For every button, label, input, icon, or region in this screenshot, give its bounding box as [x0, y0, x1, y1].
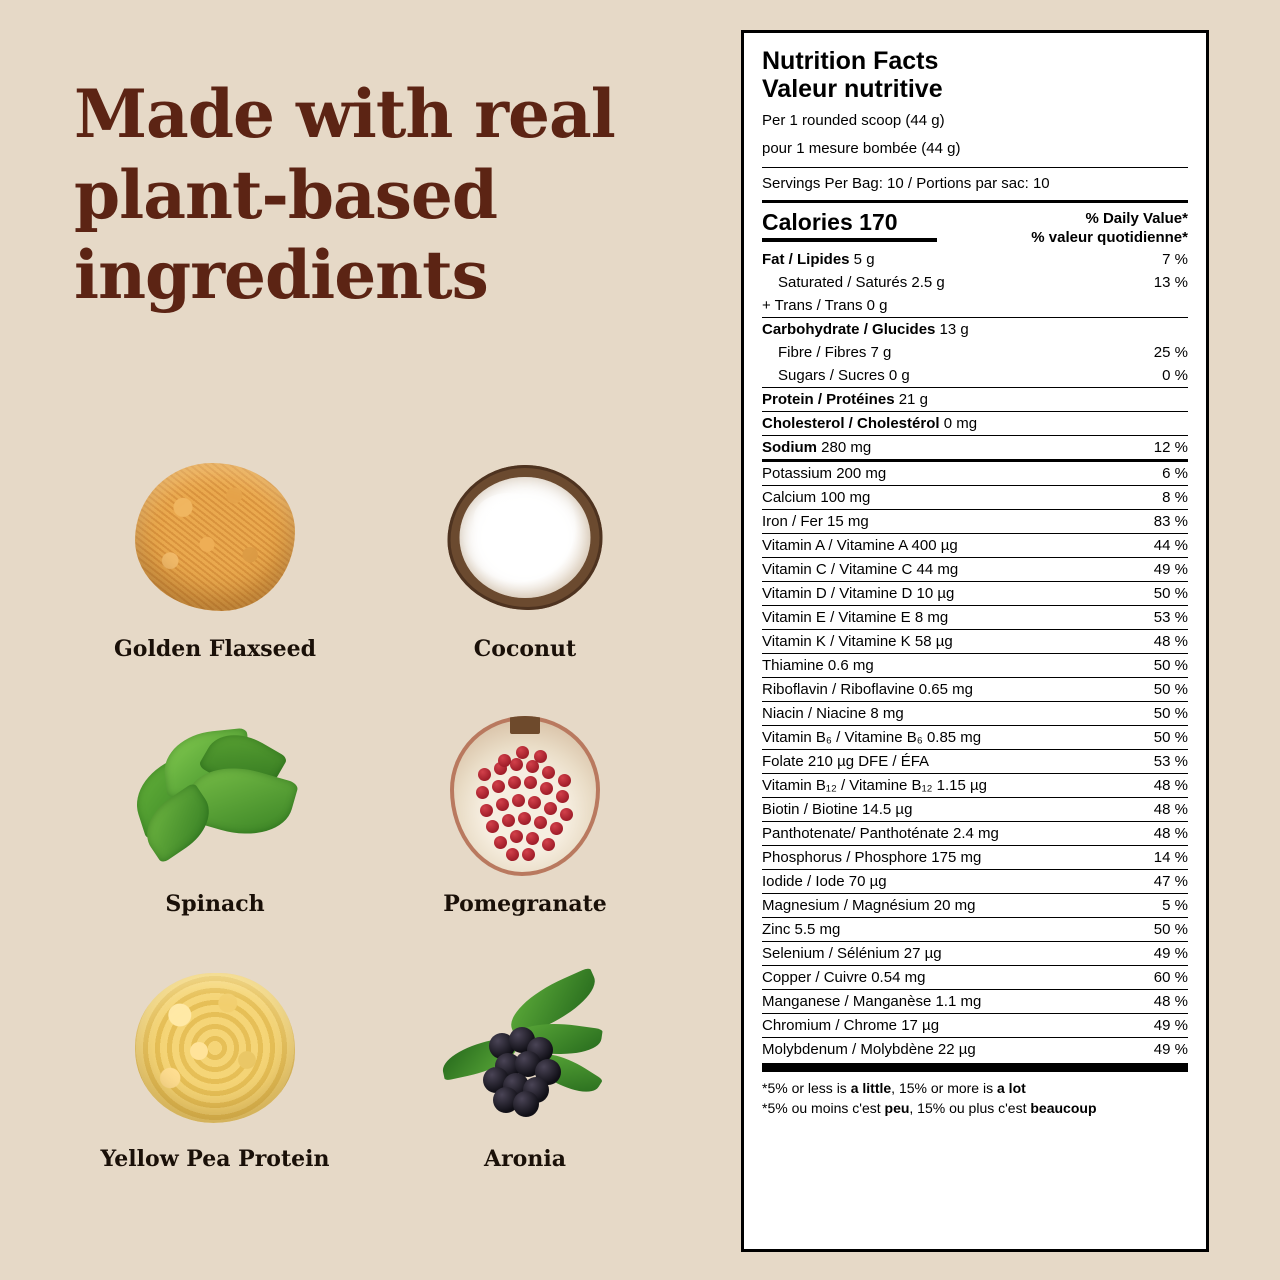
pomegranate-seed: [502, 814, 515, 827]
nutrient-daily-value: 14 %: [1134, 845, 1188, 869]
nutrient-amount: 8 mg: [866, 704, 904, 722]
pomegranate-seed: [480, 804, 493, 817]
nutrient-daily-value: 6 %: [1134, 460, 1188, 485]
nutrient-name: Zinc 5.5 mg: [762, 917, 1134, 941]
pomegranate-seed: [478, 768, 491, 781]
servings-per-bag: Servings Per Bag: 10 / Portions par sac: 10: [762, 174, 1050, 192]
nutrient-amount: 0 g: [862, 296, 888, 314]
nutrient-daily-value: 44 %: [1134, 533, 1188, 557]
ingredient-grid: [60, 455, 680, 1220]
pomegranate-seed: [550, 822, 563, 835]
nutrient-amount: 70 µg: [844, 872, 887, 890]
nutrient-daily-value: 53 %: [1134, 749, 1188, 773]
nutrient-name: + Trans / Trans 0 g: [762, 296, 888, 314]
nutrient-name: Fat / Lipides 5 g: [762, 250, 875, 268]
nutrient-amount: 10 µg: [912, 584, 955, 602]
nutrient-name: Panthotenate/ Panthoténate 2.4 mg: [762, 821, 1134, 845]
nutrient-row: [762, 653, 1188, 677]
nutrient-name: Vitamin A / Vitamine A 400 µg: [762, 533, 1134, 557]
footnote-fr: [762, 1098, 1188, 1118]
pomegranate-seed: [516, 746, 529, 759]
nutrient-daily-value: 50 %: [1134, 581, 1188, 605]
nutrient-amount: 7 g: [866, 343, 892, 361]
pomegranate-seed: [498, 754, 511, 767]
nutrient-daily-value: 47 %: [1134, 869, 1188, 893]
nutrient-daily-value: [1134, 387, 1188, 411]
aronia-icon: [430, 965, 620, 1140]
nutrient-daily-value: [1134, 411, 1188, 435]
nutrient-name: Magnesium / Magnésium 20 mg: [762, 893, 1134, 917]
pomegranate-seed: [476, 786, 489, 799]
nutrient-name: Sodium 280 mg: [762, 435, 1134, 460]
pomegranate-seed: [522, 848, 535, 861]
pomegranate-seed: [534, 750, 547, 763]
nutrient-amount: 0.6 mg: [823, 656, 874, 674]
nutrition-title-fr: Valeur nutritive: [762, 75, 943, 103]
nutrient-row: [762, 797, 1188, 821]
nutrient-daily-value: 48 %: [1134, 821, 1188, 845]
pomegranate-seed: [528, 796, 541, 809]
footnote-fr-part1: *5% ou moins c'est: [762, 1099, 885, 1116]
nutrient-name: Manganese / Manganèse 1.1 mg: [762, 989, 1134, 1013]
nutrient-name: Calcium 100 mg: [762, 485, 1134, 509]
pomegranate-seed: [540, 782, 553, 795]
nutrient-daily-value: 13 %: [1153, 273, 1188, 291]
nutrient-daily-value: 50 %: [1134, 701, 1188, 725]
nutrient-row: [762, 271, 1188, 294]
nutrient-amount: 210 µg DFE / ÉFA: [803, 752, 930, 770]
pomegranate-icon: [430, 710, 620, 885]
nutrient-row: [762, 605, 1188, 629]
nutrition-facts-panel: [741, 30, 1209, 1252]
daily-value-header-fr: % valeur quotidienne*: [1031, 229, 1188, 246]
nutrient-amount: 20 mg: [929, 896, 976, 914]
yellow-pea-icon: [120, 965, 310, 1140]
nutrient-row: [762, 917, 1188, 941]
nutrient-daily-value: 50 %: [1134, 917, 1188, 941]
nutrient-row: [762, 533, 1188, 557]
nutrient-row: [762, 869, 1188, 893]
nutrient-amount: 13 g: [935, 320, 969, 338]
nutrient-row: [762, 773, 1188, 797]
nutrient-amount: 400 µg: [907, 536, 958, 554]
nutrient-daily-value: 48 %: [1134, 773, 1188, 797]
nutrient-name: Saturated / Saturés 2.5 g: [778, 273, 945, 291]
daily-value-header: [1031, 209, 1188, 248]
nutrient-row: [762, 317, 1188, 341]
nutrient-name: Folate 210 µg DFE / ÉFA: [762, 749, 1134, 773]
nutrient-name: Chromium / Chrome 17 µg: [762, 1013, 1134, 1037]
nutrient-row: [762, 435, 1188, 460]
nutrient-name: Vitamin D / Vitamine D 10 µg: [762, 581, 1134, 605]
pomegranate-seed: [486, 820, 499, 833]
nutrient-name: Phosphorus / Phosphore 175 mg: [762, 845, 1134, 869]
calories-value: Calories 170: [762, 208, 898, 235]
pomegranate-seed: [510, 758, 523, 771]
serving-size-en: Per 1 rounded scoop (44 g): [762, 112, 945, 129]
nutrient-name: Vitamin B₁₂ / Vitamine B₁₂ 1.15 µg: [762, 773, 1134, 797]
nutrient-daily-value: [1134, 294, 1188, 318]
nutrient-name: Niacin / Niacine 8 mg: [762, 701, 1134, 725]
nutrient-name: Fibre / Fibres 7 g: [778, 343, 892, 361]
nutrient-row: [762, 485, 1188, 509]
nutrient-row: [762, 341, 1188, 364]
serving-size-fr: pour 1 mesure bombée (44 g): [762, 140, 961, 158]
nutrient-daily-value: 50 %: [1134, 725, 1188, 749]
pomegranate-seed: [560, 808, 573, 821]
nutrient-amount: 0.65 mg: [914, 680, 973, 698]
nutrient-amount: 0.85 mg: [922, 728, 982, 746]
nutrient-name: Vitamin E / Vitamine E 8 mg: [762, 605, 1134, 629]
pomegranate-seed: [556, 790, 569, 803]
pomegranate-seed: [518, 812, 531, 825]
nutrient-amount: 0 g: [884, 366, 910, 384]
divider: [762, 200, 1188, 203]
nutrient-daily-value: 25 %: [1153, 343, 1188, 361]
ingredient-label: Coconut: [473, 636, 577, 662]
nutrient-name: Cholesterol / Cholestérol 0 mg: [762, 411, 1134, 435]
nutrient-amount: 14.5 µg: [857, 800, 913, 818]
divider: [762, 1063, 1188, 1072]
nutrient-name: Thiamine 0.6 mg: [762, 653, 1134, 677]
nutrition-title-en: Nutrition Facts: [762, 47, 939, 75]
nutrient-daily-value: 48 %: [1134, 629, 1188, 653]
nutrient-row: [762, 1037, 1188, 1061]
nutrient-daily-value: 49 %: [1134, 941, 1188, 965]
nutrient-name: Iron / Fer 15 mg: [762, 509, 1134, 533]
calories-row: [762, 209, 1188, 248]
nutrient-amount: 1.15 µg: [932, 776, 987, 794]
ingredient-label: Golden Flaxseed: [114, 636, 316, 662]
nutrient-row: [762, 845, 1188, 869]
headline-line-2: plant-based: [74, 155, 498, 234]
nutrient-daily-value: 48 %: [1134, 989, 1188, 1013]
nutrient-daily-value: 49 %: [1134, 1037, 1188, 1061]
ingredient-item-pomegranate: [370, 710, 680, 965]
nutrient-daily-value: 83 %: [1134, 509, 1188, 533]
nutrient-name: Vitamin K / Vitamine K 58 µg: [762, 629, 1134, 653]
nutrient-row: [762, 749, 1188, 773]
pomegranate-seed: [524, 776, 537, 789]
pomegranate-seed: [512, 794, 525, 807]
ingredient-label: Yellow Pea Protein: [100, 1146, 330, 1172]
nutrient-row: [762, 821, 1188, 845]
pomegranate-seed: [506, 848, 519, 861]
nutrient-name: Riboflavin / Riboflavine 0.65 mg: [762, 677, 1134, 701]
pomegranate-seed: [534, 816, 547, 829]
pomegranate-seed: [492, 780, 505, 793]
nutrient-row: [762, 629, 1188, 653]
nutrient-daily-value: 50 %: [1134, 653, 1188, 677]
nutrient-name: Vitamin C / Vitamine C 44 mg: [762, 557, 1134, 581]
nutrient-name: Copper / Cuivre 0.54 mg: [762, 965, 1134, 989]
ingredient-item-spinach: [60, 710, 370, 965]
nutrient-table: [762, 248, 1188, 1061]
nutrient-amount: 0.54 mg: [867, 968, 926, 986]
nutrient-amount: 58 µg: [910, 632, 953, 650]
nutrient-amount: 1.1 mg: [931, 992, 982, 1010]
nutrient-amount: 22 µg: [933, 1040, 976, 1058]
footnote-en-part1: *5% or less is: [762, 1079, 851, 1096]
nutrient-amount: 280 mg: [817, 438, 872, 456]
nutrient-row: [762, 557, 1188, 581]
nutrient-row: [762, 965, 1188, 989]
footnote-en-bold2: a lot: [997, 1079, 1026, 1096]
pomegranate-seed: [526, 832, 539, 845]
nutrient-name: Vitamin B₆ / Vitamine B₆ 0.85 mg: [762, 725, 1134, 749]
nutrient-amount: 15 mg: [822, 512, 869, 530]
nutrient-row: [762, 294, 1188, 318]
nutrient-row: [762, 581, 1188, 605]
nutrient-daily-value: 49 %: [1134, 557, 1188, 581]
nutrient-daily-value: 53 %: [1134, 605, 1188, 629]
nutrient-row: [762, 677, 1188, 701]
nutrient-daily-value: 0 %: [1162, 366, 1188, 384]
nutrient-amount: 27 µg: [899, 944, 942, 962]
footnote: [762, 1072, 1188, 1119]
nutrient-daily-value: 8 %: [1134, 485, 1188, 509]
footnote-fr-bold2: beaucoup: [1030, 1099, 1097, 1116]
ingredient-label: Spinach: [165, 891, 265, 917]
pomegranate-seed: [494, 836, 507, 849]
nutrient-amount: 17 µg: [897, 1016, 940, 1034]
pomegranate-seed: [496, 798, 509, 811]
nutrient-row: [762, 989, 1188, 1013]
nutrient-daily-value: 49 %: [1134, 1013, 1188, 1037]
nutrient-amount: 5.5 mg: [790, 920, 841, 938]
nutrient-amount: 100 mg: [816, 488, 871, 506]
nutrient-daily-value: 7 %: [1162, 250, 1188, 268]
nutrient-amount: 2.4 mg: [948, 824, 999, 842]
ingredient-item-golden-flaxseed: [60, 455, 370, 710]
nutrient-row: [762, 364, 1188, 388]
ingredient-label: Aronia: [484, 1146, 566, 1172]
aronia-berry: [513, 1091, 539, 1117]
footnote-fr-part2: , 15% ou plus c'est: [909, 1099, 1031, 1116]
nutrient-row: [762, 893, 1188, 917]
nutrient-daily-value: 60 %: [1134, 965, 1188, 989]
nutrient-name: Iodide / Iode 70 µg: [762, 869, 1134, 893]
nutrient-row: [762, 1013, 1188, 1037]
nutrient-name: Selenium / Sélénium 27 µg: [762, 941, 1134, 965]
nutrient-name: Sugars / Sucres 0 g: [778, 366, 910, 384]
nutrient-daily-value: [1134, 317, 1188, 341]
nutrient-name: Molybdenum / Molybdène 22 µg: [762, 1037, 1134, 1061]
nutrient-daily-value: 5 %: [1134, 893, 1188, 917]
footnote-en: [762, 1078, 1188, 1098]
footnote-fr-bold1: peu: [884, 1099, 910, 1116]
footnote-en-bold1: a little: [850, 1079, 892, 1096]
pomegranate-seed: [542, 838, 555, 851]
nutrient-amount: 200 mg: [832, 464, 887, 482]
footnote-en-part2: , 15% or more is: [891, 1079, 997, 1096]
coconut-icon: [430, 455, 620, 630]
nutrient-amount: 8 mg: [910, 608, 949, 626]
ingredient-item-yellow-pea-protein: [60, 965, 370, 1220]
page-title: [74, 74, 714, 316]
pomegranate-seed: [542, 766, 555, 779]
headline-line-1: Made with real: [74, 75, 615, 153]
pomegranate-seed: [558, 774, 571, 787]
nutrient-name: Potassium 200 mg: [762, 460, 1134, 485]
nutrient-row: [762, 701, 1188, 725]
nutrient-amount: 0 mg: [939, 414, 978, 432]
nutrient-amount: 175 mg: [927, 848, 982, 866]
ingredient-item-aronia: [370, 965, 680, 1220]
pomegranate-seed: [510, 830, 523, 843]
pomegranate-seed: [508, 776, 521, 789]
flaxseed-icon: [120, 455, 310, 630]
nutrient-row: [762, 460, 1188, 485]
nutrient-row: [762, 248, 1188, 271]
nutrient-row: [762, 387, 1188, 411]
pomegranate-seed: [544, 802, 557, 815]
nutrient-row: [762, 411, 1188, 435]
nutrient-amount: 44 mg: [912, 560, 959, 578]
nutrient-amount: 2.5 g: [907, 273, 945, 291]
nutrient-amount: 5 g: [849, 250, 875, 268]
daily-value-header-en: % Daily Value*: [1085, 209, 1188, 227]
headline-line-3: ingredients: [74, 236, 488, 315]
ingredient-label: Pomegranate: [443, 891, 607, 917]
nutrient-daily-value: 12 %: [1134, 435, 1188, 460]
nutrient-name: Carbohydrate / Glucides 13 g: [762, 317, 1134, 341]
spinach-icon: [120, 710, 310, 885]
nutrient-name: Biotin / Biotine 14.5 µg: [762, 797, 1134, 821]
nutrient-amount: 21 g: [894, 390, 928, 408]
divider: [762, 238, 937, 242]
nutrient-row: [762, 725, 1188, 749]
nutrient-daily-value: 50 %: [1134, 677, 1188, 701]
nutrient-row: [762, 941, 1188, 965]
nutrient-name: Protein / Protéines 21 g: [762, 387, 1134, 411]
nutrient-row: [762, 509, 1188, 533]
divider: [762, 167, 1188, 168]
ingredient-item-coconut: [370, 455, 680, 710]
nutrient-daily-value: 48 %: [1134, 797, 1188, 821]
